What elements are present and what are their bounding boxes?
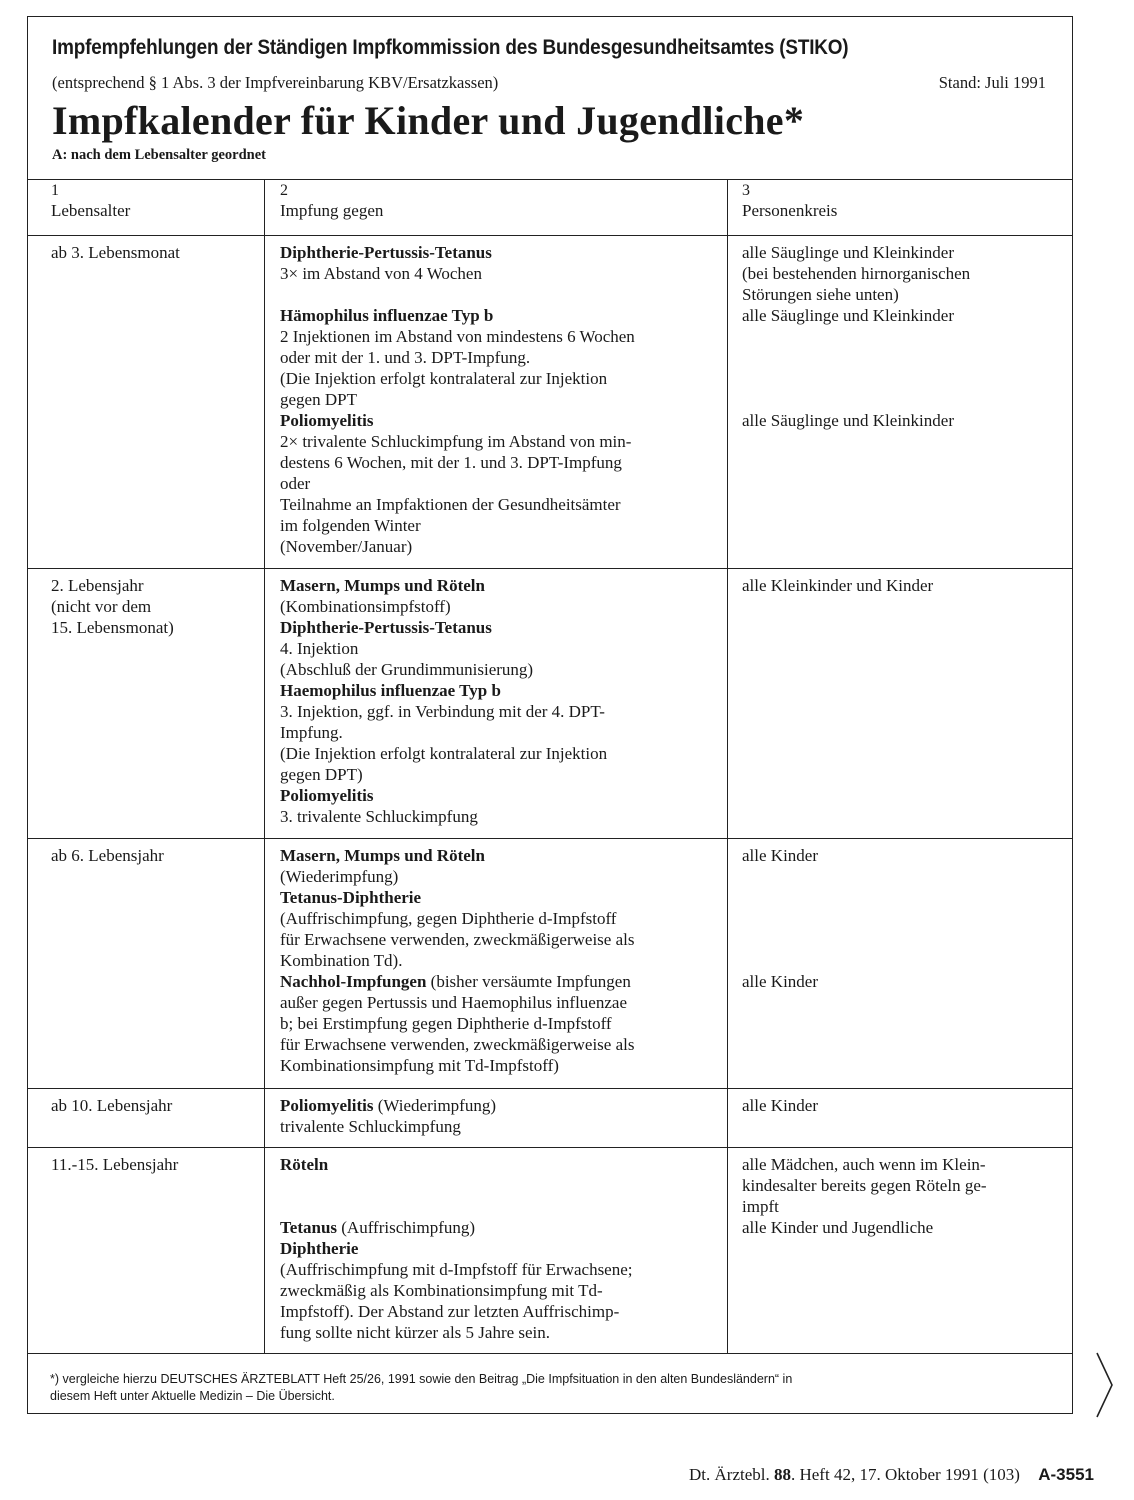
vaccine-text: gegen DPT (280, 390, 357, 409)
continue-arrow-icon (1096, 1352, 1114, 1418)
journal-volume: 88 (773, 1465, 791, 1484)
column-header-age (28, 180, 265, 235)
persons-cell (728, 569, 1072, 838)
persons-cell (728, 839, 1072, 1088)
persons-text: alle Kinder (742, 846, 818, 865)
persons-text: alle Kinder (742, 972, 818, 991)
journal-issue: Heft 42, 17. Oktober 1991 (103) (799, 1465, 1020, 1484)
vaccination-table (28, 179, 1072, 1354)
persons-text: alle Mädchen, auch wenn im Klein- (742, 1155, 986, 1174)
persons-text: alle Säuglinge und Kleinkinder (742, 306, 954, 325)
vaccine-title: Masern, Mumps und Röteln (280, 576, 485, 595)
vaccine-text: Teilnahme an Impfaktionen der Gesundheitsämter (280, 495, 621, 514)
vaccine-text: für Erwachsene verwenden, zweckmäßigerweise als (280, 930, 635, 949)
column-header-vaccination (265, 180, 728, 235)
column-header-persons (728, 180, 1072, 235)
persons-text: Störungen siehe unten) (742, 285, 899, 304)
vaccine-text: außer gegen Pertussis und Haemophilus influenzae (280, 993, 627, 1012)
column-label: Personenkreis (742, 201, 838, 220)
vaccine-text: (Auffrischimpfung, gegen Diphtherie d-Impfstoff (280, 909, 617, 928)
vaccine-text: destens 6 Wochen, mit der 1. und 3. DPT-Impfung (280, 453, 622, 472)
vaccine-text: fung sollte nicht kürzer als 5 Jahre sein. (280, 1323, 551, 1342)
vaccine-text: für Erwachsene verwenden, zweckmäßigerweise als (280, 1035, 635, 1054)
vaccine-text: (bisher versäumte Impfungen (426, 972, 631, 991)
vaccine-title: Haemophilus influenzae Typ b (280, 681, 501, 700)
vaccine-text: 3. Injektion, ggf. in Verbindung mit der 4. DPT- (280, 702, 605, 721)
vaccine-text: (November/Januar) (280, 537, 413, 556)
vaccine-text: (Die Injektion erfolgt kontralateral zur Injektion (280, 744, 608, 763)
vaccine-text: b; bei Erstimpfung gegen Diphtherie d-Impfstoff (280, 1014, 612, 1033)
persons-cell (728, 236, 1072, 568)
column-number: 3 (742, 182, 750, 199)
vaccination-cell (265, 1148, 728, 1353)
table-row (28, 569, 1072, 839)
table-header-row (28, 180, 1072, 236)
footnote (28, 1363, 1072, 1405)
age-cell (28, 839, 265, 1088)
vaccine-text: (Auffrischimpfung mit d-Impfstoff für Erwachsene; (280, 1260, 633, 1279)
document-ordering-note: A: nach dem Lebensalter geordnet (52, 147, 266, 163)
vaccine-text: (Abschluß der Grundimmunisierung) (280, 660, 534, 679)
vaccine-text: 3. trivalente Schluckimpfung (280, 807, 478, 826)
vaccine-text: Kombination Td). (280, 951, 403, 970)
vaccine-text: (Auffrischimpfung) (337, 1218, 476, 1237)
persons-cell (728, 1089, 1072, 1147)
vaccine-title: Masern, Mumps und Röteln (280, 846, 485, 865)
vaccination-cell (265, 236, 728, 568)
vaccine-title: Poliomyelitis (280, 1096, 374, 1115)
vaccine-text: zweckmäßig als Kombinationsimpfung mit Td- (280, 1281, 603, 1300)
vaccine-text: 2× trivalente Schluckimpfung im Abstand von min- (280, 432, 632, 451)
vaccine-title: Hämophilus influenzae Typ b (280, 306, 494, 325)
table-row (28, 1089, 1072, 1148)
age-text: ab 10. Lebensjahr (51, 1096, 173, 1115)
vaccine-text: (Wiederimpfung) (373, 1096, 497, 1115)
document-title: Impfkalender für Kinder und Jugendliche* (52, 98, 805, 143)
page-number: A-3551 (1038, 1465, 1094, 1484)
persons-text: alle Kinder (742, 1096, 818, 1115)
age-cell (28, 236, 265, 568)
vaccine-title: Tetanus-Diphtherie (280, 888, 422, 907)
vaccine-text: (Kombinationsimpfstoff) (280, 597, 451, 616)
vaccine-text: (Wiederimpfung) (280, 867, 399, 886)
document-header (28, 17, 1072, 177)
age-cell (28, 569, 265, 838)
vaccine-text: oder mit der 1. und 3. DPT-Impfung. (280, 348, 531, 367)
vaccine-text: 2 Injektionen im Abstand von mindestens 6 Wochen (280, 327, 635, 346)
persons-cell (728, 1148, 1072, 1353)
persons-text: alle Kinder und Jugendliche (742, 1218, 934, 1237)
age-text: 11.-15. Lebensjahr (51, 1155, 179, 1174)
vaccine-text: 3× im Abstand von 4 Wochen (280, 264, 482, 283)
persons-text: alle Kleinkinder und Kinder (742, 576, 934, 595)
vaccine-title: Diphtherie-Pertussis-Tetanus (280, 618, 492, 637)
document-frame (27, 16, 1073, 1414)
column-number: 2 (280, 182, 288, 199)
vaccine-title: Diphtherie (280, 1239, 359, 1258)
age-text: ab 6. Lebensjahr (51, 846, 164, 865)
vaccine-text: gegen DPT) (280, 765, 363, 784)
vaccine-text: Kombinationsimpfung mit Td-Impfstoff) (280, 1056, 559, 1075)
age-text: ab 3. Lebensmonat (51, 243, 180, 262)
vaccine-title: Poliomyelitis (280, 786, 374, 805)
vaccination-cell (265, 839, 728, 1088)
column-number: 1 (51, 182, 59, 199)
table-row (28, 1148, 1072, 1354)
age-text: 2. Lebensjahr (51, 576, 144, 595)
vaccination-cell (265, 1089, 728, 1147)
vaccine-title: Nachhol-Impfungen (280, 972, 427, 991)
persons-text: kindesalter bereits gegen Röteln ge- (742, 1176, 987, 1195)
age-text: (nicht vor dem (51, 597, 152, 616)
vaccine-title: Poliomyelitis (280, 411, 374, 430)
document-supertitle: Impfempfehlungen der Ständigen Impfkommission des Bundesgesundheitsamtes (STIKO) (52, 35, 849, 59)
page-footer: Dt. Ärztebl. 88. Heft 42, 17. Oktober 1991 (103) A-3551 (689, 1465, 1094, 1484)
vaccine-title: Diphtherie-Pertussis-Tetanus (280, 243, 492, 262)
vaccine-text: trivalente Schluckimpfung (280, 1117, 461, 1136)
persons-text: alle Säuglinge und Kleinkinder (742, 243, 954, 262)
age-text: 15. Lebensmonat) (51, 618, 174, 637)
persons-text: (bei bestehenden hirnorganischen (742, 264, 971, 283)
vaccination-cell (265, 569, 728, 838)
age-cell (28, 1089, 265, 1147)
document-subline: (entsprechend § 1 Abs. 3 der Impfvereinbarung KBV/Ersatzkassen) (52, 73, 499, 92)
journal-name: Dt. Ärztebl. (689, 1465, 770, 1484)
footnote-text: diesem Heft unter Aktuelle Medizin – Die Übersicht. (50, 1389, 335, 1403)
vaccine-text: 4. Injektion (280, 639, 359, 658)
column-label: Impfung gegen (280, 201, 384, 220)
persons-text: alle Säuglinge und Kleinkinder (742, 411, 954, 430)
vaccine-text: oder (280, 474, 311, 493)
vaccine-title: Tetanus (280, 1218, 338, 1237)
column-label: Lebensalter (51, 201, 131, 220)
footnote-text: *) vergleiche hierzu DEUTSCHES ÄRZTEBLATT Heft 25/26, 1991 sowie den Beitrag „Die Impfsituation in den alten Bundesländern“ in (50, 1372, 793, 1386)
vaccine-text: im folgenden Winter (280, 516, 421, 535)
vaccine-text: Impfstoff). Der Abstand zur letzten Auffrischimp- (280, 1302, 620, 1321)
document-date: Stand: Juli 1991 (938, 73, 1046, 92)
table-row (28, 839, 1072, 1089)
age-cell (28, 1148, 265, 1353)
vaccine-text: (Die Injektion erfolgt kontralateral zur Injektion (280, 369, 608, 388)
vaccine-title: Röteln (280, 1155, 329, 1174)
vaccine-text: Impfung. (280, 723, 343, 742)
table-row (28, 236, 1072, 569)
persons-text: impft (742, 1197, 779, 1216)
